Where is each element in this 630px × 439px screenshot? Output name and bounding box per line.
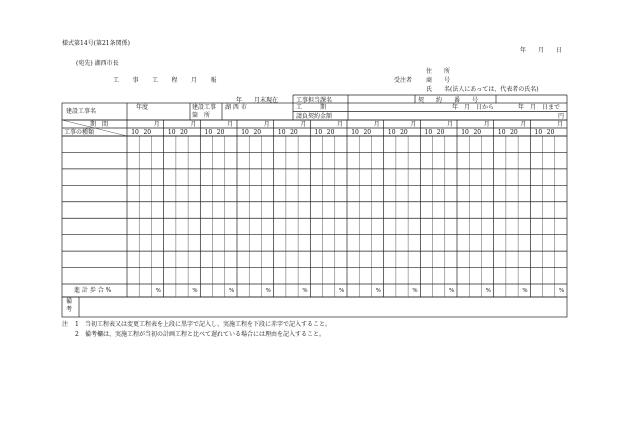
- month-header-label: 月: [373, 121, 380, 128]
- addressee: (宛先) 湖西市長: [76, 60, 119, 67]
- day-tick-label: 20: [400, 129, 408, 136]
- day-tick-label: 10: [461, 129, 469, 136]
- day-tick-label: 10: [131, 129, 139, 136]
- contractor-label: 受注者: [394, 77, 413, 84]
- day-tick-label: 20: [510, 129, 518, 136]
- month-header-label: 月: [300, 121, 307, 128]
- note-1-text: 当初工程表又は変更工程表を上段に黒字で記入し、実施工程を下段に赤字で記入すること。: [85, 321, 332, 328]
- cumulative-progress-label: 進 計 歩 合 %: [74, 287, 112, 294]
- city-name: 湖 西 市: [225, 104, 247, 111]
- month-end-label: 年 月末現在: [236, 97, 279, 104]
- dept-label: 工事担当課名: [296, 97, 333, 104]
- progress-percent-mark: %: [375, 288, 381, 294]
- project-name-label: 建設工事名: [66, 108, 97, 115]
- progress-percent-mark: %: [229, 288, 235, 294]
- month-header-label: 月: [263, 121, 270, 128]
- form-date: 年 月 日: [520, 47, 563, 54]
- day-tick-label: 10: [424, 129, 433, 136]
- progress-percent-mark: %: [302, 288, 308, 294]
- day-tick-label: 10: [314, 129, 323, 136]
- month-header-label: 月: [227, 121, 234, 128]
- trade-name-label: 商 号: [426, 77, 451, 84]
- person-name-label: 氏 名(法人にあっては、代表者の氏名): [426, 86, 539, 93]
- period-from: 年 月 日から: [452, 104, 495, 111]
- progress-percent-mark: %: [485, 288, 491, 294]
- form-title: 工 事 工 程 月 報: [113, 77, 218, 84]
- progress-percent-mark: %: [339, 288, 345, 294]
- location-label: 建設工事箇 所: [192, 104, 217, 119]
- progress-percent-mark: %: [449, 288, 455, 294]
- month-header-label: 月: [153, 121, 160, 128]
- day-tick-label: 10: [167, 129, 176, 136]
- note-1-number: 1: [75, 321, 79, 328]
- day-tick-label: 10: [277, 129, 286, 136]
- day-tick-label: 10: [204, 129, 213, 136]
- day-tick-label: 20: [473, 129, 482, 136]
- day-tick-label: 10: [241, 129, 249, 136]
- month-header-label: 月: [410, 121, 417, 128]
- address-label: 住 所: [426, 68, 451, 75]
- month-header-label: 月: [483, 121, 490, 128]
- day-tick-label: 10: [497, 129, 506, 136]
- progress-percent-mark: %: [265, 288, 271, 294]
- contract-amount-label: 請負契約金額: [296, 113, 333, 120]
- day-tick-label: 20: [290, 129, 298, 136]
- type-header: 工事の種類: [64, 129, 95, 136]
- day-tick-label: 20: [546, 129, 555, 136]
- progress-percent-mark: %: [412, 288, 418, 294]
- period-label: 工 期: [296, 104, 327, 111]
- day-tick-label: 20: [143, 129, 152, 136]
- yen-unit: 円: [558, 113, 565, 120]
- progress-percent-mark: %: [522, 288, 528, 294]
- progress-percent-mark: %: [192, 288, 198, 294]
- contract-number-label: 契 約 番 号: [418, 97, 479, 104]
- month-header-label: 月: [190, 121, 197, 128]
- day-tick-label: 20: [363, 129, 372, 136]
- note-2-text: 備考欄は、実施工程が当初の計画工程と比べて遅れている場合には理由を記入すること。: [85, 331, 326, 338]
- progress-percent-mark: %: [559, 288, 565, 294]
- day-tick-label: 20: [180, 129, 188, 136]
- month-header-label: 月: [337, 121, 344, 128]
- day-tick-label: 20: [253, 129, 262, 136]
- month-header-label: 月: [557, 121, 564, 128]
- day-tick-label: 20: [436, 129, 445, 136]
- period-header: 期 間: [90, 121, 109, 128]
- day-tick-label: 20: [326, 129, 335, 136]
- day-tick-label: 20: [216, 129, 225, 136]
- month-header-label: 月: [520, 121, 527, 128]
- fiscal-year: 年度: [136, 104, 149, 111]
- day-tick-label: 10: [351, 129, 359, 136]
- day-tick-label: 10: [534, 129, 543, 136]
- form-reference: 様式第14号(第21条関係): [62, 40, 130, 47]
- day-tick-label: 10: [387, 129, 396, 136]
- note-2-number: 2: [75, 331, 79, 338]
- period-to: 年 月 日まで: [518, 104, 561, 111]
- month-header-label: 月: [447, 121, 454, 128]
- progress-percent-mark: %: [155, 288, 161, 294]
- remarks-label: 備 考: [66, 298, 79, 313]
- notes-prefix: 注: [62, 321, 69, 328]
